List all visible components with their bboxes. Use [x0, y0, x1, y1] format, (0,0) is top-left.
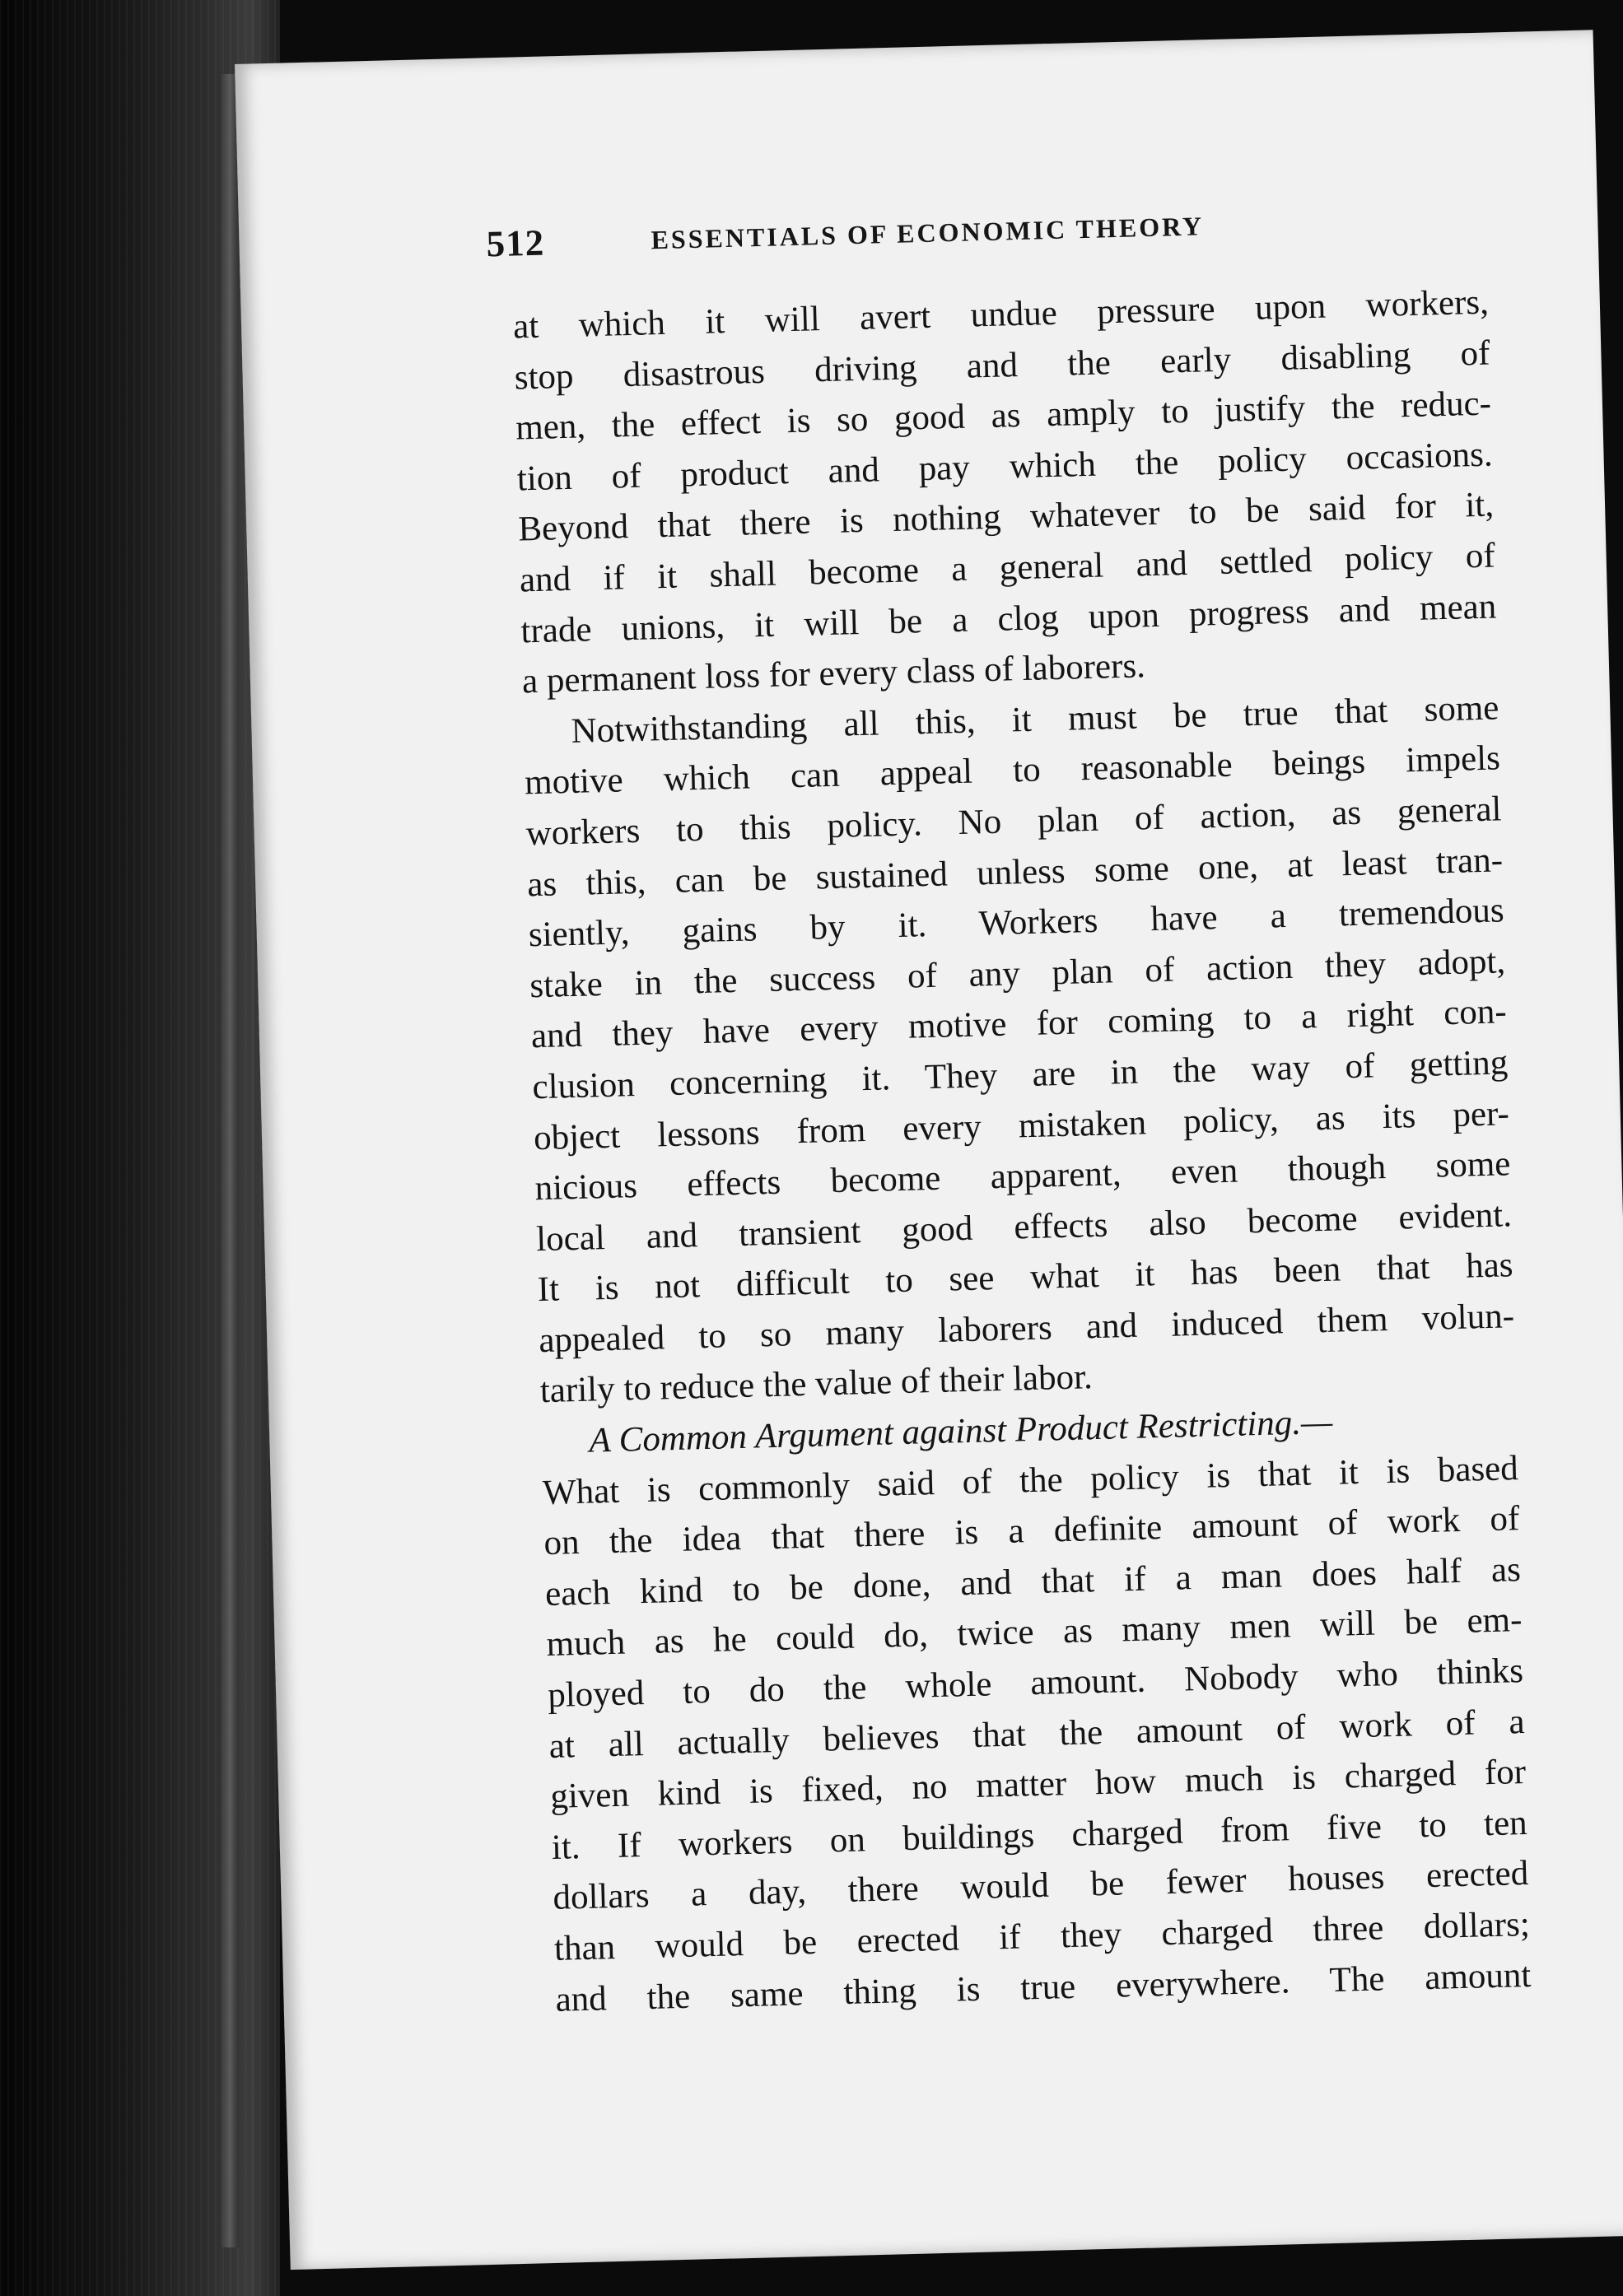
text-line: on the idea that there is a definite amount of work of: [543, 1499, 1520, 1563]
text-line: nicious effects become apparent, even though some: [534, 1144, 1511, 1209]
text-line: siently, gains by it. Workers have a tremendous: [528, 891, 1505, 955]
text-line: as this, can be sustained unless some one, at least tran-: [526, 840, 1504, 904]
text-line: and the same thing is true everywhere. The amount: [555, 1955, 1532, 2019]
body-text: [512, 277, 1532, 2026]
text-line: men, the effect is so good as amply to justify the reduc-: [515, 384, 1492, 448]
text-line: each kind to be done, and that if a man does half as: [544, 1549, 1522, 1614]
text-line: it. If workers on buildings charged from five to ten: [551, 1803, 1528, 1867]
text-line: What is commonly said of the policy is that it is based: [542, 1448, 1519, 1512]
text-line: motive which can appeal to reasonable beings impels: [524, 738, 1501, 803]
page-number: 512: [485, 221, 545, 265]
text-line: object lessons from every mistaken policy, as its per-: [533, 1093, 1510, 1157]
text-line: tarily to reduce the value of their labor.: [539, 1358, 1094, 1411]
text-line: clusion concerning it. They are in the way of getting: [531, 1043, 1509, 1107]
text-line: trade unions, it will be a clog upon progress and mean: [520, 587, 1497, 650]
text-line: much as he could do, twice as many men will be em-: [546, 1600, 1523, 1665]
text-line: and they have every motive for coming to a right con-: [530, 992, 1508, 1056]
text-line: stop disastrous driving and the early disabling of: [514, 333, 1490, 398]
text-line: and if it shall become a general and settled policy of: [519, 536, 1496, 600]
text-line: at which it will avert undue pressure upon workers,: [512, 282, 1490, 347]
text-line: local and transient good effects also become evident.: [535, 1195, 1513, 1259]
section-heading: A Common Argument against Product Restricting.—: [588, 1402, 1333, 1460]
text-line: workers to this policy. No plan of action, as general: [525, 789, 1502, 854]
book-page: [235, 30, 1623, 2270]
text-line: Notwithstanding all this, it must be true that some: [571, 688, 1499, 751]
page-header: [486, 198, 1476, 288]
text-line: ployed to do the whole amount. Nobody who thinks: [547, 1651, 1524, 1716]
text-line: given kind is fixed, no matter how much is charged for: [549, 1753, 1527, 1817]
text-line: tion of product and pay which the policy occasions.: [516, 435, 1494, 499]
running-head: ESSENTIALS OF ECONOMIC THEORY: [651, 211, 1205, 255]
text-line: than would be erected if they charged three dollars;: [553, 1904, 1531, 1968]
text-line: It is not difficult to see what it has been that has: [537, 1246, 1514, 1310]
text-line: stake in the success of any plan of action they adopt,: [529, 942, 1506, 1005]
page-stack-edge: [221, 74, 239, 2247]
text-line: appealed to so many laborers and induced them volun-: [538, 1297, 1515, 1361]
text-line: a permanent loss for every class of laborers.: [521, 646, 1146, 701]
text-line: dollars a day, there would be fewer houses erected: [552, 1854, 1529, 1918]
text-line: Beyond that there is nothing whatever to be said for it,: [517, 485, 1495, 549]
text-line: at all actually believes that the amount of work of a: [548, 1702, 1526, 1766]
